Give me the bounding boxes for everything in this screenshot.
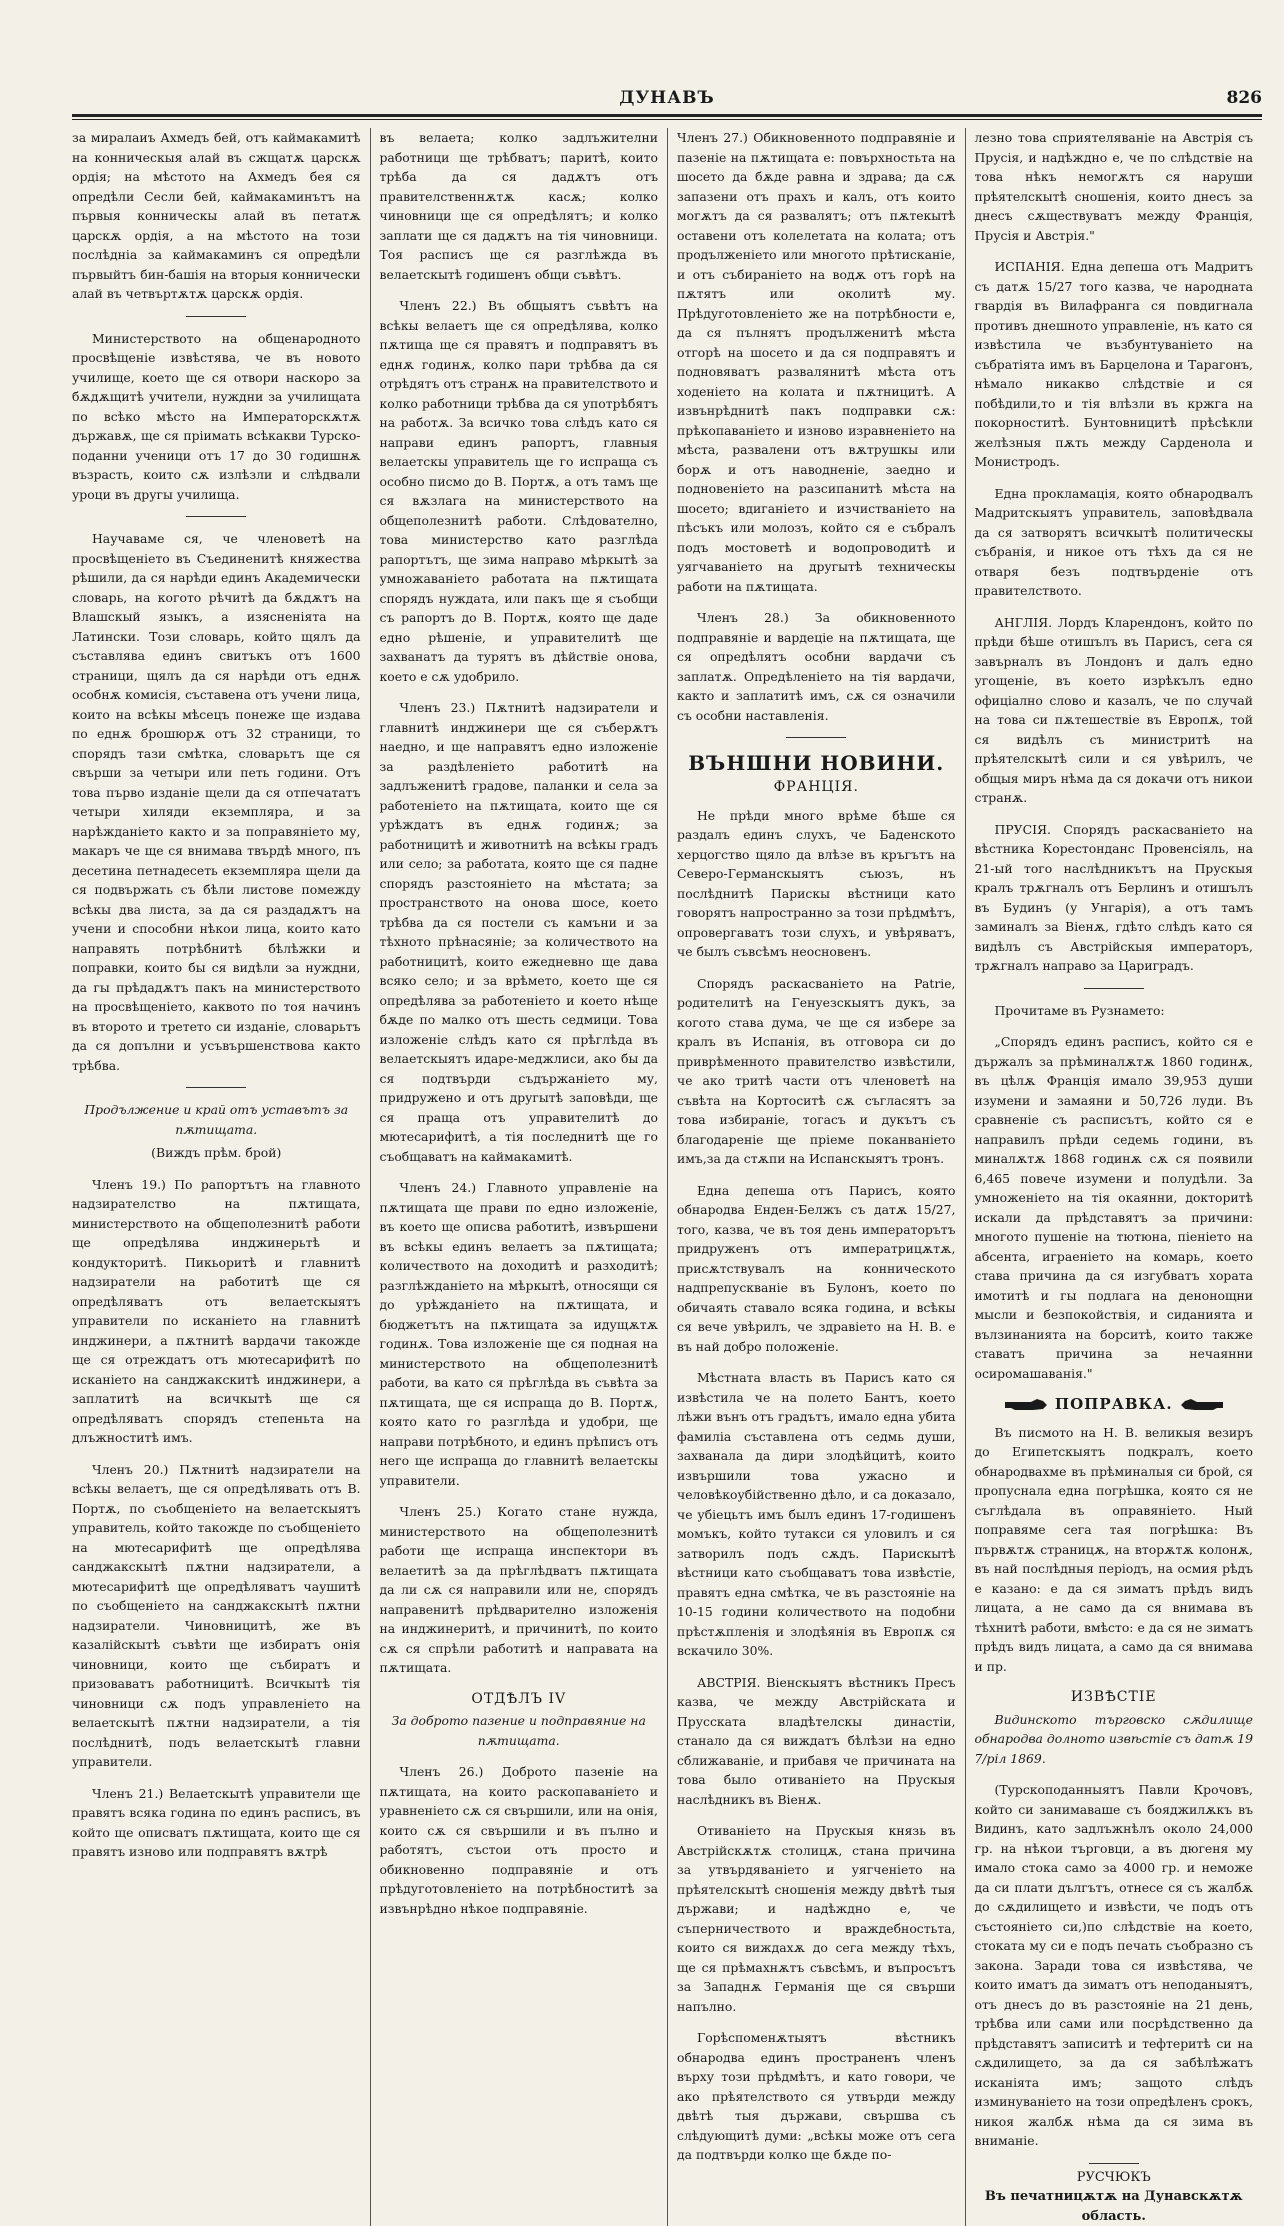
column-4 (965, 128, 1263, 2226)
article-text: Министерството на общенародното просвѣщеніе извѣстява, че въ новото училище, което ще ся отвори наскоро за бѫдѫщитѣ учители, нуждни за училищата по всѣко мѣсто на Императорскѫтѫ държавѫ, ще ся пріимать всѣкакви Турско-поданни ученици отъ 17 до 30 годишнѫ възрасть, които сѫ излѣзли и слѣдвали уроци въ другы училища. (72, 330, 361, 502)
article-text: „Спорядъ единъ расписъ, който ся е държалъ за прѣминалѫтѫ 1860 годинѫ, въ цѣлѫ Франція имало 39,953 души изумени и замаяни и 50,726 луди. Въ сравненіе съ расписътъ, който ся е направилъ прѣди седемь години, въ миналѫтѫ 1868 годинѫ сѫ ся появили 6,465 повече изумени и полудѣли. За умноженіето на тія окаянни, докторитѣ искали да прѣдставятъ за причини: многото пушеніе на тютюна, піеніето на абсента, играеніето на комарь, което става причина да ся изгубватъ хората имотитѣ и гы подлага на денонощни мысли и безпокойствія, и сиданията и вълзинанията на борситѣ, които также ставатъ причина за нечаянни осиромашаванія." (974, 1034, 1253, 1381)
correction-heading (975, 1395, 1254, 1415)
article-text: за миралаиъ Ахмедъ бей, отъ каймакамитѣ на конническыя алай въ сжщатѫ царскѫ ордія; на мѣстото на Ахмедъ бея ся опредѣли Сесли бей, каймакаминътъ на първыя конническы алай въ петатѫ царскѫ ордія, а на мѣстото на този послѣдніа за каймакаминъ ся опредѣли първыйтъ бин-башія на вторыя коннически алай въ четвъртѫтѫ царскѫ ордія. (72, 130, 361, 301)
separator (1084, 988, 1144, 989)
pointing-hand-icon (1003, 1397, 1049, 1413)
section-subtitle: За доброто пазение и подправяние на пѫтищата. (391, 1713, 646, 1748)
article-text: Научаваме ся, че членоветѣ на просвѣщеніето въ Съединенитѣ княжества рѣшили, да ся нарѣди единъ Академически словарь, на когото рѣчитѣ да бѫдѫтъ на Влашскый языкъ, а изясненіята на Латински. Този словарь, който щялъ да съставлява единъ свитъкъ отъ 1600 страници, щялъ да ся нарѣди отъ еднѫ особнѫ комисія, съставена отъ учени лица, които на всѣкы мѣсецъ понеже ще издава по еднѫ брошюрѫ отъ 32 страници, то спорядъ тази смѣтка, словарьтъ ще ся свърши за четыри или петь години. Отъ това първо изданіе щели да ся отпечататъ четыри хиляди екземпляра, и за нарѣжданіето както и за поправяніето му, макаръ че ще ся внимава твърдѣ много, пъ десетина петнадесеть екземпляра щели да ся подвържать съ бѣли листове помежду всѣкы два листа, за да ся раздадѫтъ на учени и способни нѣкои лица, които като направять потрѣбнитѣ бѣлѣжки и поправки, които бы ся видѣли за нуждни, да гы прѣдадѫтъ пакъ на министерството на просвѣщеніето, каквото по тоя начинъ въ второто и третето си изданіе, словарьтъ да ся допълни и усъвършенствова както трѣбва. (72, 531, 361, 1073)
article-text: Прочитаме въ Рузнамето: (994, 1002, 1165, 1018)
section-heading: Продължение и край отъ уставътъ за пѫтищата. (84, 1102, 349, 1137)
article-text: Горѣспоменѫтыятъ вѣстникъ обнародва единъ пространенъ членъ върху този прѣдмѣтъ, и като говори, че ако прѣятелството ся утвърди между двѣтѣ тыя държави, свършва съ слѣдующитѣ думи: „всѣкы може отъ сега да подтвърди колко ще бѫде по- (677, 2030, 956, 2162)
notice-title: ИЗВѢСТІЕ (1070, 1689, 1157, 1705)
section-title: ОТДѢЛЪ IV (471, 1690, 567, 1707)
correction-title: ПОПРАВКА. (1054, 1395, 1173, 1413)
article-text: АНГЛІЯ. Лордъ Кларендонъ, който по прѣди бѣше отишълъ въ Парисъ, сега ся завърналъ въ Лондонъ и далъ едно угощеніе, въ което изрѣкълъ едно офиціално слово и казалъ, че по случай на това си пѫтешествіе въ Европѫ, той ся видѣлъ съ министритѣ на прѣятелскытѣ сили и ся увѣрилъ, че общыя миръ нѣма да ся докачи отъ никои странѫ. (974, 614, 1253, 805)
article-text: Членъ 21.) Велаетскытѣ управители ще правятъ всяка година по единъ расписъ, въ който ще описватъ пѫтищата, които ще ся правятъ изново или подправятъ вѫтрѣ (72, 1785, 361, 1859)
separator (186, 1087, 246, 1088)
article-text: Членъ 20.) Пѫтнитѣ надзиратели на всѣкы велаетъ, ще ся опредѣлявать отъ В. Портѫ, по съобщеніето на велаетскыятъ управитель, който такожде по съобщеніето на мютесарифитѣ ще опредѣлява санджакскытѣ пѫтни надзиратели, а мютесарифитѣ ще опредѣляватъ чаушитѣ по съобщеніето на санджакскытѣ пѫтни надзиратели. Чиновницитѣ, же въ казалійскытѣ съвѣти ще избиратъ онія чиновници, които ще събиратъ и призоваватъ работницитѣ. Всичкытѣ тія чиновници сѫ подъ управленіето на велаетскытѣ пѫтни надзиратели, а тія послѣднитѣ, подъ велаетскытѣ главни управители. (72, 1461, 361, 1769)
header-rule-thin (72, 119, 1262, 120)
article-text: Отиваніето на Прускыя князь въ Австрійскѫтѫ столицѫ, стана причина за утвърдяваніето и уягченіето на прѣятелскытѣ сношенія между двѣтѣ тыя държави; и надѣждно е, че съперничеството и враждебностьта, които ся виждахѫ до сега между тѣхъ, ще ся прѣмахнѫтъ съвсѣмъ, и въпросътъ за Западнѫ Германія ще ся свърши напълно. (677, 1823, 956, 2014)
article-text: ИСПАНІЯ. Една депеша отъ Мадритъ съ датѫ 15/27 того казва, че народната гвардія въ Вилафранга ся повдигнала противъ днешното управленіе, нъ като ся извѣстила че възбунтуваніето на събратіята имъ въ Барцелона и Тарагонъ, нѣмало никакво слѣдствіе и ся побѣдили,то и тія влѣзли въ кржга на покорноститѣ. Бунтовницитѣ прѣсѣкли желѣзныя пѫть между Сарденола и Монистродъ. (974, 259, 1253, 469)
article-text: Членъ 27.) Обикновенното подправяніе и пазеніе на пѫтищата е: повърхностьта на шосето да бѫде равна и здрава; да сѫ запазени отъ прахъ и калъ, отъ които могѫтъ да ся развалятъ; отъ пѫтекытѣ оставени отъ колелетата на колата; отъ продълженіето или многото прѣтисканіе, и отъ събираніето на водѫ отъ горѣ на пѫтятъ или околитѣ му. Прѣдуготовленіето же на потрѣбности е, да ся пълнятъ продълженитѣ мѣста отгорѣ на шосето и да ся подправятъ и подновяватъ развалянитѣ мѣста отъ ходеніето на колата и пѫтницитѣ. А извънрѣднитѣ пакъ подправки сѫ: прѣкопаваніето и изново изравненіето на мѣста, развалени отъ вѫтрушкы или борѫ и отъ наводненіе, заедно и подновеніето на разсипанитѣ мѣста на шосето; вдиганіето и изчистваніето на пѣсъкъ или молозъ, който ся е събралъ подъ мостоветѣ и водопроводитѣ и уягчаваніето на другытѣ техническы работи на пѫтищата. (677, 130, 956, 594)
article-text: Членъ 24.) Главното управленіе на пѫтищата ще прави по едно изложеніе, въ което ще описва работитѣ, извършени въ всѣкы единъ велаетъ за пѫтищата; количеството на доходитѣ и разходитѣ; разглѣжданіето на мѣркытѣ, относящи ся до урѣжданіето на пѫтищата, и бюджетътъ на пѫтищата за идущѫтѫ годинѫ. Това изложеніе ще ся подная на министерството на общеполезнитѣ работи, ва като ся прѣглѣда въ съвѣта за пѫтищата, ще ся испраща до В. Портѫ, която като го разглѣда и удобри, ще направи потрѣбното, и единъ прѣписъ отъ него ще испраща до главнитѣ велаетскы управители. (379, 1180, 658, 1488)
separator (186, 516, 246, 517)
imprint-city: РУСЧЮКЪ (1076, 2169, 1151, 2185)
article-text: ПРУСІЯ. Спорядъ раскасваніето на вѣстника Корестонданс Провенсіяль, на 21-ый того наслѣдникътъ на Прускыя кралъ трѫгналъ отъ Берлинъ и отишълъ въ Будинъ (у Унгарія), а отъ тамъ заминалъ за Віенѫ, гдѣто слѣдъ като ся видѣлъ съ Австрійскыя императоръ, трѫгналъ направо за Цариградъ. (974, 821, 1253, 973)
article-text: въ велаета; колко задлъжителни работници ще трѣбватъ; паритѣ, които трѣба да ся дадѫтъ отъ правителственнѫтѫ касѫ; колко чиновници ще ся опредѣлятъ; и колко заплати ще ся дадѫтъ на тія чиновници. Тоя расписъ ще ся разглѣжда въ велаетскытѣ годишенъ общи съвѣтъ. (379, 130, 658, 282)
separator (1089, 2163, 1139, 2164)
article-text: Мѣстната власть въ Парисъ като ся извѣстила че на полето Бантъ, което лѣжи вънъ отъ градътъ, имало една убита фамиліа съставлена отъ седмь души, захванала да дири злодѣйцитѣ, които извършили това ужасно и человѣкоубійственно дѣло, и са доказало, че убіецьтъ имъ былъ единъ 17-годишенъ момъкъ, който тутакси ся уловилъ и ся затворилъ подъ сѫдъ. Парискытѣ вѣстници като съобщаватъ това извѣстіе, правятъ една смѣтка, че въ разстояніе на 10-15 години количеството на подобни прѣстѫпленія и злодѣянія въ Европѫ ся вскачило 30%. (677, 1370, 956, 1658)
article-text: лезно това сприятеляваніе на Австрія съ Прусія, и надѣждно е, че по слѣдствіе на това нѣкъ немогѫтъ ся наруши прѣятелскытѣ сношенія, които днесъ за днесъ сѫществуватъ между Франція, Прусія и Австрія." (974, 130, 1253, 243)
imprint-line: Въ печатницѫтѫ на Дунавскѫтѫ область. (984, 2189, 1243, 2224)
article-text: Членъ 23.) Пѫтнитѣ надзиратели и главнитѣ инджинери ще ся съберѫтъ наедно, и ще направятъ едно изложеніе за раздѣленіето работитѣ на задлъженитѣ градове, паланки и села за работеніето на пѫтищата, които ще ся урѣждатъ въ еднѫ годинѫ; за работницитѣ и животнитѣ на всѣкы градъ или село; за работата, която ще ся падне спорядъ разстояніето на мѣстата; за пространството на онова шосе, което трѣбва да ся постели съ камъни и за тѣхното прѣнасяніе; за количеството на работницитѣ, които ежедневно ще дава всяко село; и за врѣмето, което ще ся опредѣлява за работеніето и което нѣще бѫде по малко отъ шесть седмици. Това изложеніе слѣдъ като ся прѣглѣда въ велаетскыятъ идаре-меджлиси, ако бы да ся подтвърди съдържаніето му, придружено и отъ другытѣ заповѣди, ще ся праща отъ управителитѣ до мютесарифитѣ, а тія последнитѣ ще го съобщаватъ на каймакамитѣ. (379, 700, 658, 1164)
separator (186, 316, 246, 317)
foreign-news-heading: ВЪНШНИ НОВИНИ. (688, 751, 945, 775)
article-text: Членъ 22.) Въ общыятъ съвѣтъ на всѣкы велаетъ ще ся опредѣлява, колко пѫтища ще ся правятъ и подправятъ въ еднѫ годинѫ, колко пари трѣбва да ся отрѣдятъ отъ странѫ на правителството и колко работници трѣбва да ся употрѣбятъ на работѫ. За всичко това слѣдъ като ся направи единъ рапортъ, главныя велаетскы управитель ще го испраща съ особно писмо до В. Портѫ, а отъ тамъ ще ся вѫзлага на министерството на общеполезнитѣ работи. Слѣдователно, това министерство като разглѣда рапортътъ, ще зима направо мѣркытѣ за умножаваніето работата на пѫтищата спорядъ нуждата, или пакъ ще я съобщи съ рапортъ до В. Портѫ, която ще даде едно рѣшеніе, и управителитѣ ще захванатъ да турятъ въ дѣйствіе онова, което е сѫ удобрило. (379, 298, 658, 684)
article-text: (Турскоподанныятъ Павли Крочовъ, който си занимаваше съ бояджилѫкъ въ Видинъ, като задлъжнѣлъ около 24,000 гр. на нѣкои търговци, а въ дюгеня му имало стока само за 4000 гр. и неможе да си плати дългътъ, отнесе ся съ жалбѫ до сѫдилището и извѣсти, че подъ отъ състояніето си,)по слѣдствіе на което, стоката му си е подъ печать съобразно съ закона. Заради това ся извѣстява, че които иматъ да зиматъ отъ неподаныятъ, отъ днесъ до въ разстояніе на 21 день, трѣбва или сами или посрѣдственно да прѣдставятъ записитѣ и тефтеритѣ си на сѫдилището, за да ся забѣлѣжатъ исканіята имъ; защото слѣдъ изминуваніето на този опредѣленъ срокъ, никоя жалбѫ нѣма да ся зима въ вниманіе. (974, 1782, 1253, 2148)
article-text: Членъ 28.) За обикновенното подправяніе и вардеціе на пѫтищата, ще ся опредѣлятъ особни вардачи съ заплатѫ. Опредѣленіето на тія вардачи, както и заплатитѣ имъ, сѫ ся означили съ особни наставленія. (677, 610, 956, 723)
article-text: Членъ 19.) По рапортътъ на главното надзирателство на пѫтищата, министерството на общеполезнитѣ работи ще опредѣлява инджинерьтѣ и кондукторитѣ. Пикьоритѣ и главнитѣ надзиратели на работитѣ ще ся опредѣляватъ отъ велаетскыятъ управители по исканіето на главнитѣ инджинери, а пѫтнитѣ вардачи такожде ще ся отреждатъ отъ мютесарифитѣ по исканіето на санджакскитѣ инджинери, а заплатитѣ на всичкытѣ ще ся опредѣляватъ спорядъ степеньта на длъжноститѣ имъ. (72, 1176, 361, 1445)
newspaper-title: ДУНАВЪ (619, 88, 715, 108)
separator (786, 737, 846, 738)
article-text: АВСТРІЯ. Віенскыятъ вѣстникъ Пресъ казва, че между Австрійската и Прусската владѣтелскы династіи, станало да ся виждатъ бѣлѣзи на едно сближаваніе, и прибавя че причината на това было отиваніето на Прускыя наслѣдникъ въ Віенѫ. (677, 1674, 956, 1807)
page-number: 826 (1226, 88, 1262, 108)
see-previous: (Виждъ прѣм. брой) (151, 1145, 282, 1160)
page-header (72, 88, 1262, 112)
article-text: Членъ 26.) Доброто пазеніе на пѫтищата, на които раскопаваніето и уравненіето сѫ ся свършили, или на онія, които сѫ ся свършили и въ пълно и работятъ, състои отъ просто и обикновенно подправяніе и отъ прѣдуготовленіето на потрѣбноститѣ за извънрѣдно нѣкое подправяніе. (379, 1764, 658, 1916)
article-text: Една прокламація, която обнародвалъ Мадритскыятъ управитель, заповѣдвала да ся затворятъ всичкытѣ политическы събранія, и никое отъ тѣхъ да ся не отваря безъ подтвърденіе отъ правителството. (974, 485, 1253, 598)
article-text: Спорядъ раскасваніето на Patrie, родителитѣ на Генуезскыятъ дукъ, за когото става дума, че ще ся избере за кралъ въ Испанія, въ отговора си до приврѣменното правителство извѣстили, че ако тритѣ части отъ членоветѣ на съвѣта на Кортоситѣ сѫ съгласятъ за това избираніе, тогасъ и дукътъ съ благодареніе ще пріеме поканваніето имъ,за да стѫпи на Испанскыятъ тронъ. (677, 975, 956, 1166)
notice-subtitle: Видинското търговско сѫдилище обнародва долното извѣстіе съ датѫ 19 7/ріл 1869. (974, 1711, 1253, 1766)
column-2 (370, 128, 668, 2226)
article-text: Не прѣди много врѣме бѣше ся раздалъ единъ слухъ, че Баденското херцогство щяло да влѣзе въ кръгътъ на Северо-Германскыятъ съюзъ, нъ послѣднитѣ Парискы вѣстници като говорятъ напространно за този прѣдмѣтъ, опровергаватъ този слухъ, и увѣряватъ, че былъ съвсѣмъ неосновенъ. (677, 807, 956, 959)
article-text: Въ писмото на Н. В. великыя везиръ до Египетскыятъ подкралъ, което обнародвахме въ прѣминалыя си брой, ся пропуснала една погрѣшка, която ся не съглѣдала въ оправяніето. Ный поправяме сега тая погрѣшка: Въ първѫтѫ страницѫ, на вторѫтѫ колонѫ, въ най послѣдныя періодъ, на осмия рѣдъ е казано: е да ся зиматъ прѣдъ видъ лицата, а не само да ся внимава въ тѣхнитѣ работи, вмѣсто: е да ся не зиматъ прѣдъ видъ лицата, а само да ся внимава и пр. (974, 1424, 1253, 1674)
pointing-hand-icon (1179, 1397, 1225, 1413)
column-3 (667, 128, 965, 2226)
header-rule (72, 114, 1262, 117)
article-text: Членъ 25.) Когато стане нужда, министерството на общеполезнитѣ работи ще испраща инспектори въ велаетитѣ за да прѣглѣдватъ пѫтищата да ли сѫ ся направили или не, спорядъ направенитѣ прѣдварително изложенія на инджинеритѣ, и причинитѣ, по които сѫ ся спрѣли работитѣ и направата на пѫтищата. (379, 1504, 658, 1675)
article-text: Една депеша отъ Парисъ, която обнародва Енден-Белжъ съ датѫ 15/27, того, казва, че въ тоя день императорътъ придруженъ отъ императрицѫтѫ, присѫтствувалъ на конническото надпрепускваніе въ Булонъ, което по обичаять ставало всяка година, и всѣкы ся вече увѣрилъ, че здравіето на Н. В. е въ най добро положеніе. (677, 1182, 956, 1354)
columns (72, 128, 1262, 2224)
column-1 (72, 128, 370, 2226)
france-heading: ФРАНЦІЯ. (773, 779, 859, 795)
